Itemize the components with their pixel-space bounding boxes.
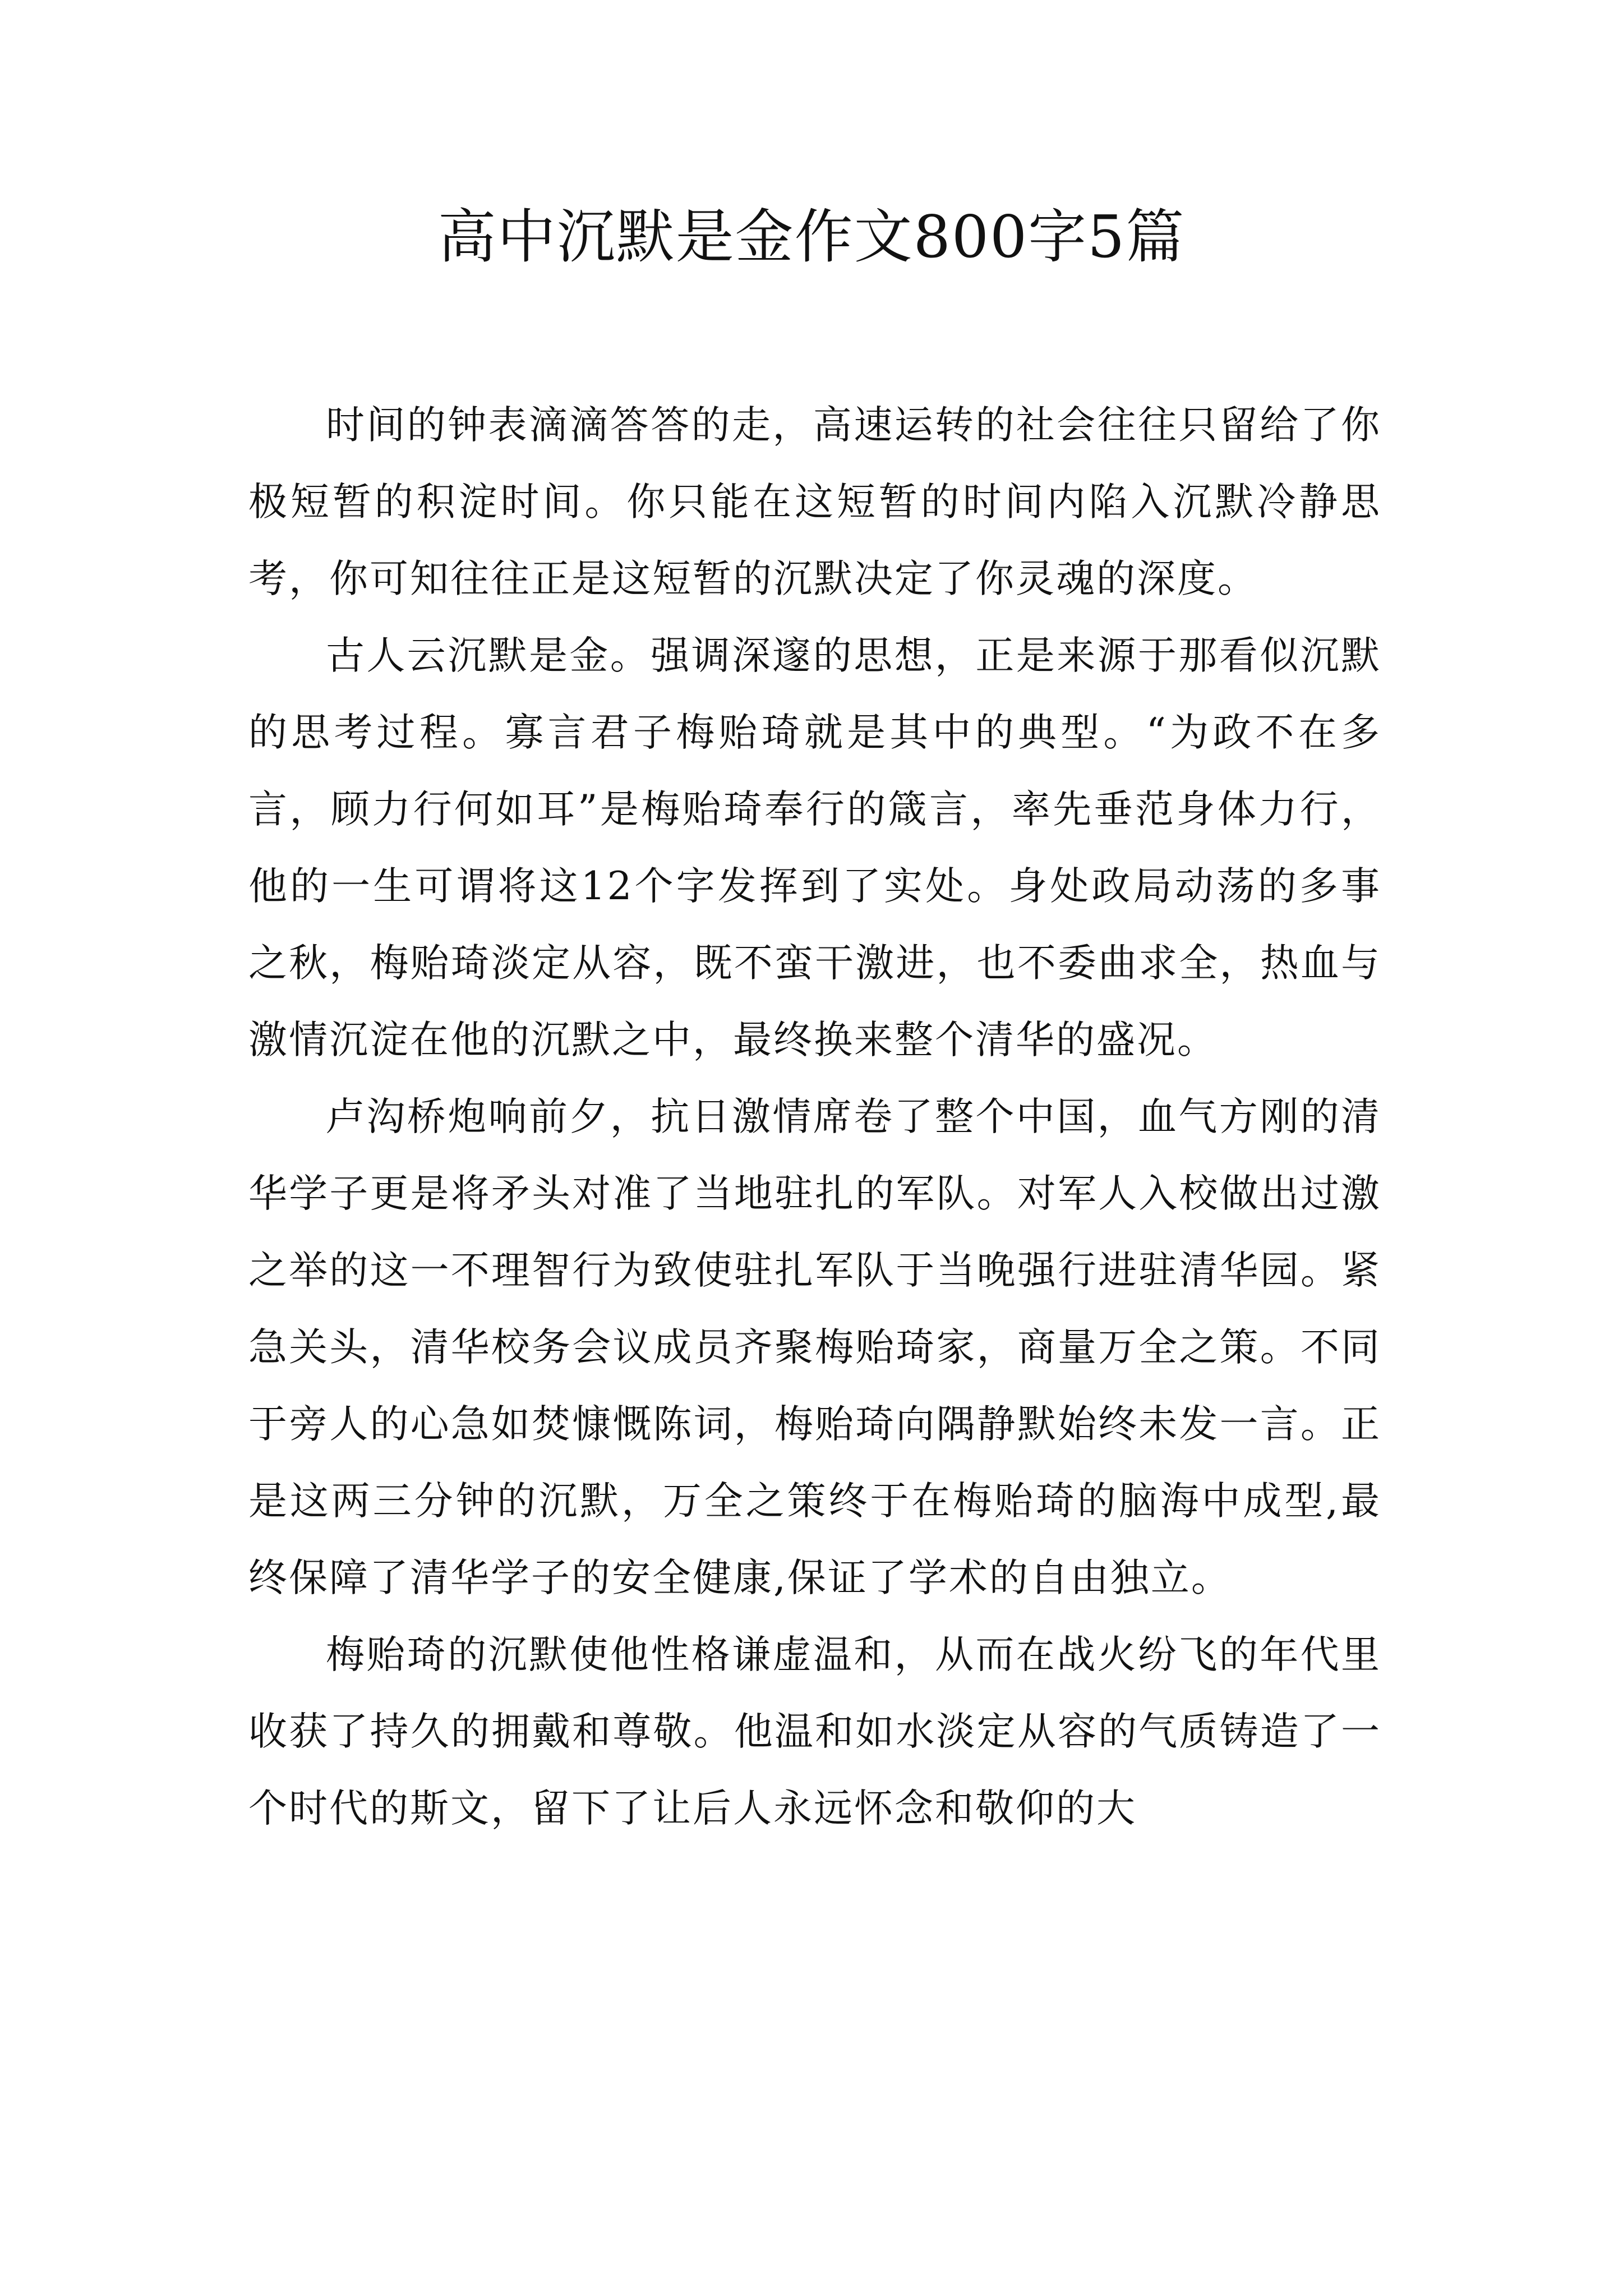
paragraph-2: 古人云沉默是金。强调深邃的思想，正是来源于那看似沉默的思考过程。寡言君子梅贻琦就是其中的典型。“为政不在多言，顾力行何如耳”是梅贻琦奉行的箴言，率先垂范身体力行，他的一生可谓将这12个字发挥到了实处。身处政局动荡的多事之秋，梅贻琦淡定从容，既不蛮干激进，也不委曲求全，热血与激情沉淀在他的沉默之中，最终换来整个清华的盛况。 (248, 633, 1381, 1062)
paragraph-3: 卢沟桥炮响前夕，抗日激情席卷了整个中国，血气方刚的清华学子更是将矛头对准了当地驻扎的军队。对军人入校做出过激之举的这一不理智行为致使驻扎军队于当晚强行进驻清华园。紧急关头，清华校务会议成员齐聚梅贻琦家，商量万全之策。不同于旁人的心急如焚慷慨陈词，梅贻琦向隅静默始终未发一言。正是这两三分钟的沉默，万全之策终于在梅贻琦的脑海中成型,最终保障了清华学子的安全健康,保证了学术的自由独立。 (248, 1094, 1381, 1600)
document-body (248, 387, 1381, 1847)
paragraph-1: 时间的钟表滴滴答答的走，高速运转的社会往往只留给了你极短暂的积淀时间。你只能在这短暂的时间内陷入沉默冷静思考，你可知往往正是这短暂的沉默决定了你灵魂的深度。 (248, 403, 1381, 601)
document-title: 高中沉默是金作文800字5篇 (437, 203, 1186, 271)
paragraph-4: 梅贻琦的沉默使他性格谦虚温和，从而在战火纷飞的年代里收获了持久的拥戴和尊敬。他温和如水淡定从容的气质铸造了一个时代的斯文，留下了让后人永远怀念和敬仰的大 (248, 1632, 1381, 1831)
